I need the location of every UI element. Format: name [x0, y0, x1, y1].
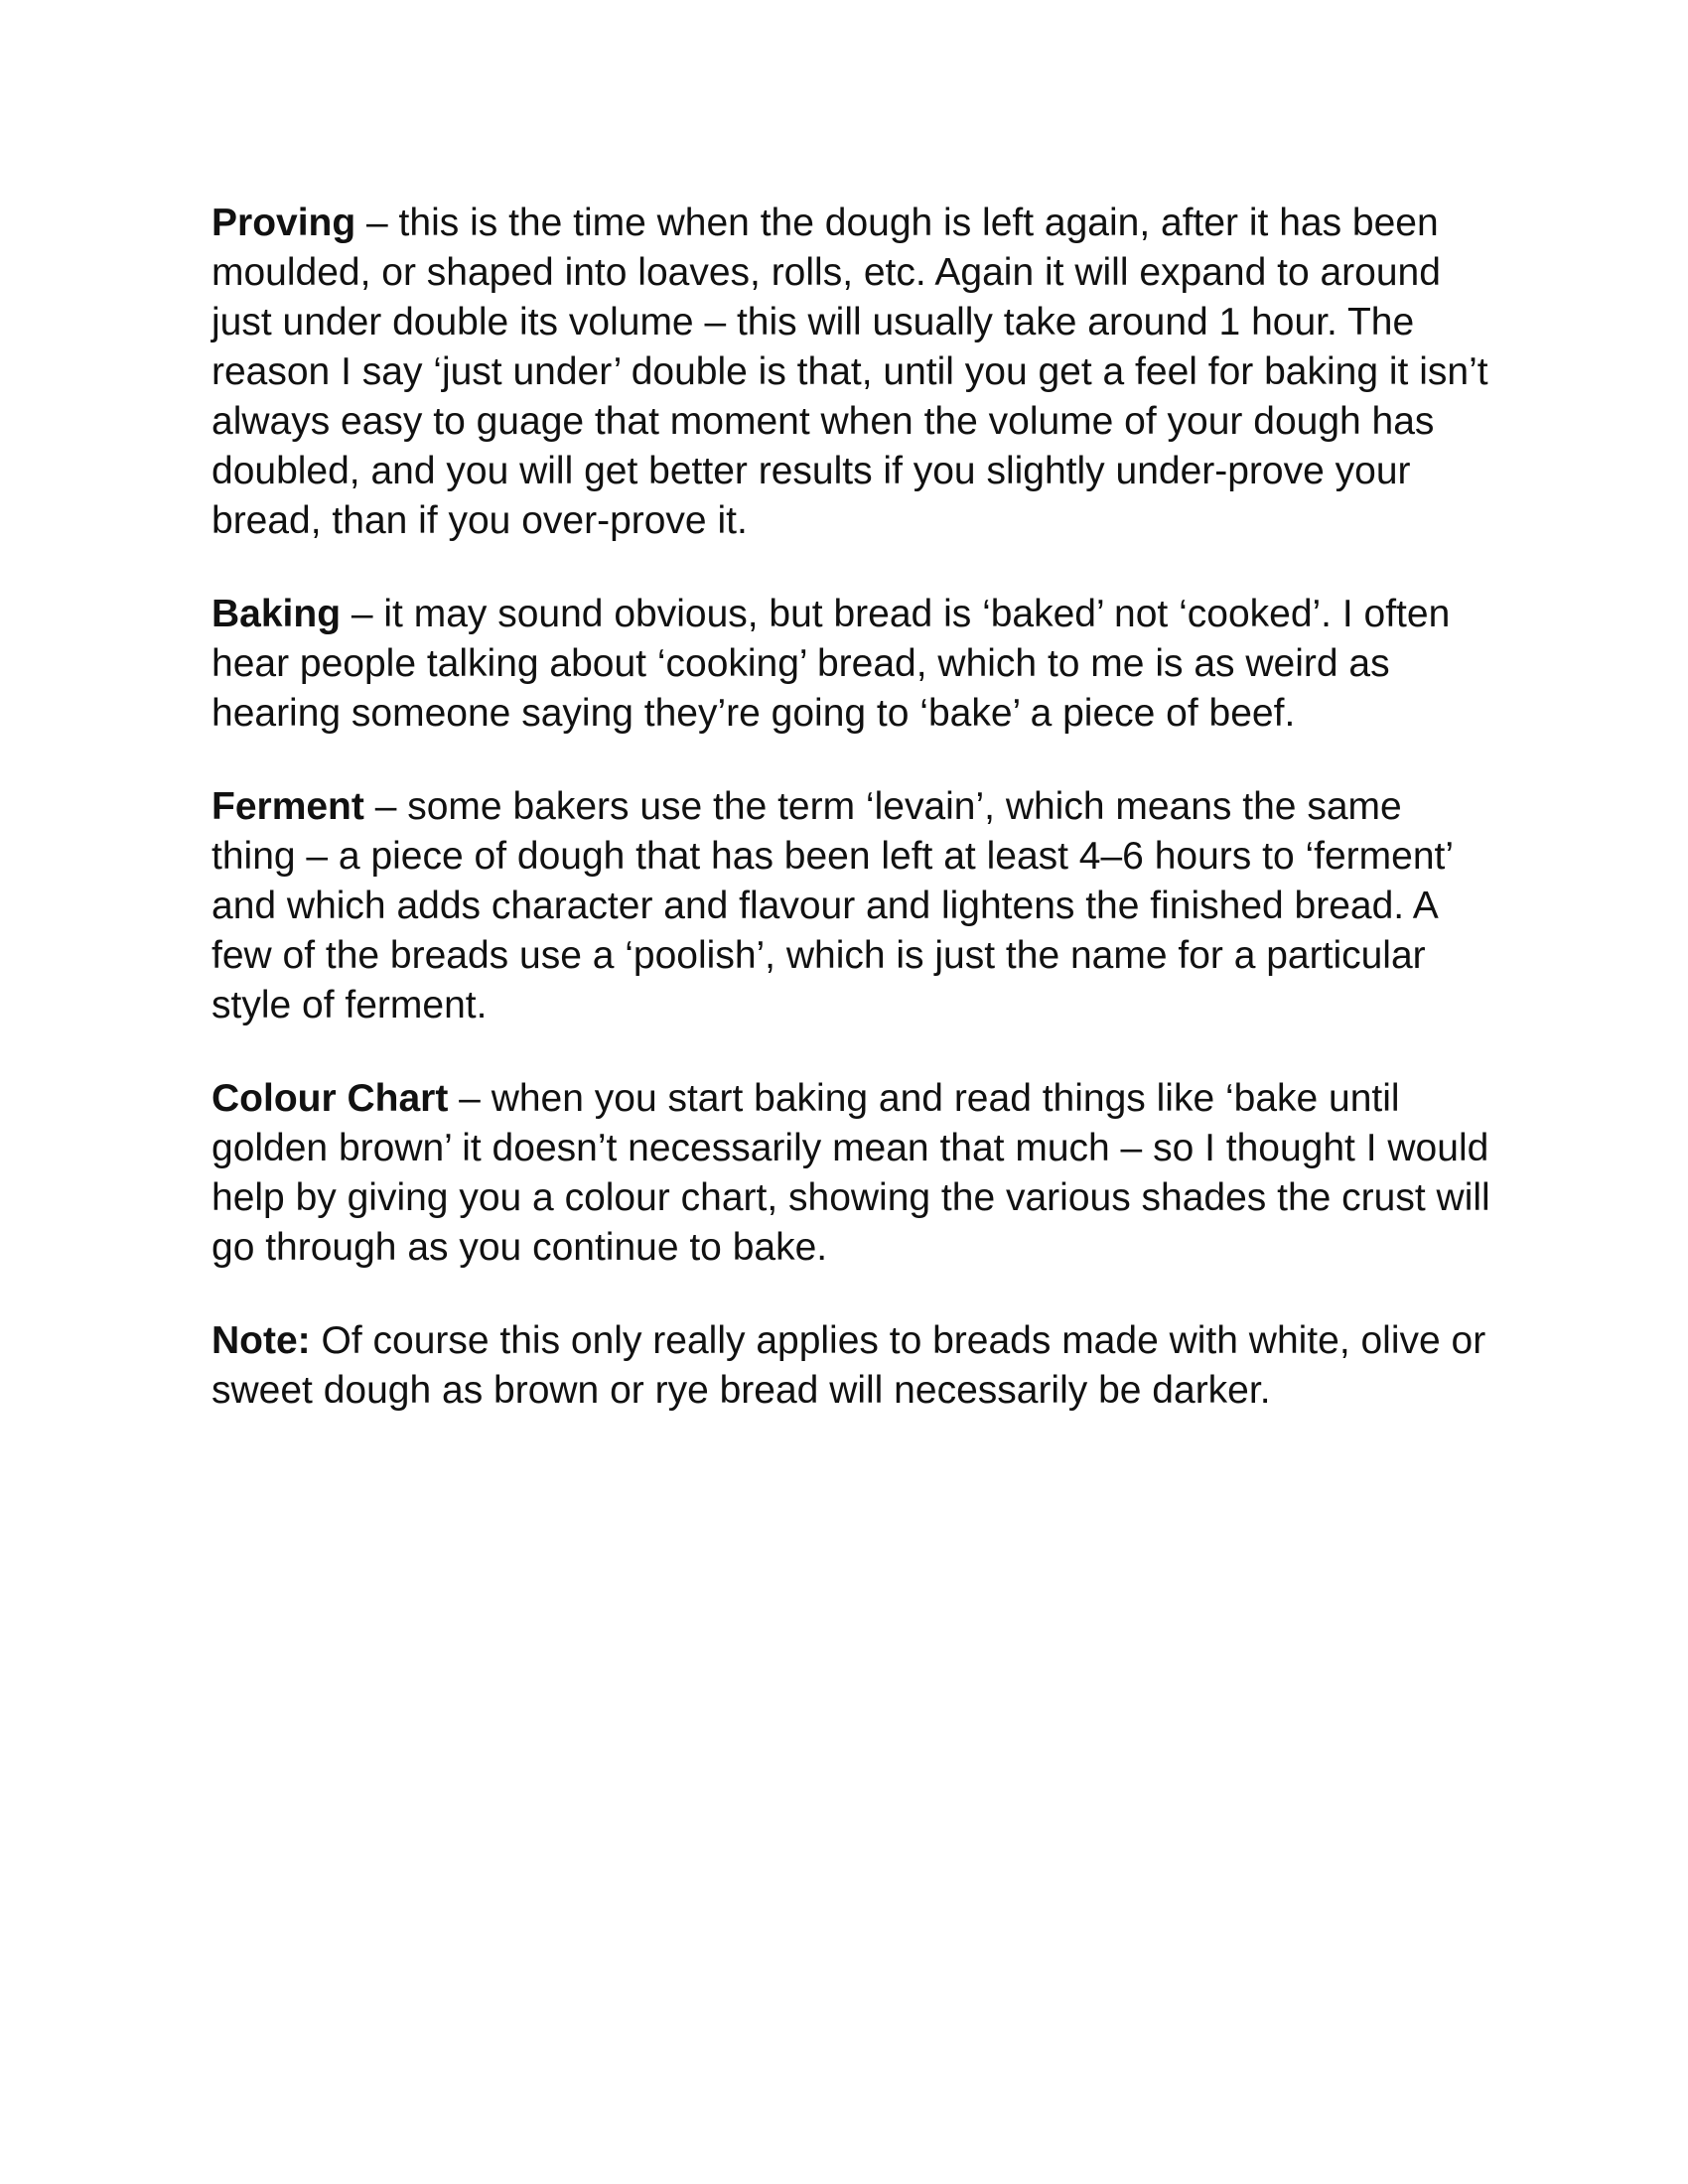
entry-note: [211, 1316, 1492, 1416]
term-proving: Proving: [211, 202, 356, 244]
term-ferment: Ferment: [211, 785, 364, 828]
term-note: Note:: [211, 1319, 311, 1362]
entry-ferment: [211, 782, 1492, 1030]
definition-ferment: – some bakers use the term ‘levain’, which means the same thing – a piece of dough that has been left at least 4–6 hours to ‘ferment’ and which adds character and flavour and lightens the finished bread. A few of the breads use a ‘poolish’, which is just the name for a particular style of ferment.: [211, 785, 1453, 1026]
definition-baking: – it may sound obvious, but bread is ‘baked’ not ‘cooked’. I often hear people talking about ‘cooking’ bread, which to me is as weird as hearing someone saying they’re going to ‘bake’ a piece of beef.: [211, 593, 1451, 735]
term-baking: Baking: [211, 593, 342, 635]
entry-baking: [211, 590, 1492, 739]
entry-colour-chart: [211, 1074, 1492, 1273]
definition-proving: – this is the time when the dough is left again, after it has been moulded, or shaped into loaves, rolls, etc. Again it will expand to around just under double its volume – this will usually take around 1 hour. The reason I say ‘just under’ double is that, until you get a feel for baking it isn’t always easy to guage that moment when the volume of your dough has doubled, and you will get better results if you slightly under-prove your bread, than if you over-prove it.: [211, 202, 1488, 542]
document-page: [211, 199, 1492, 1459]
definition-colour-chart: – when you start baking and read things like ‘bake until golden brown’ it doesn’t necessarily mean that much – so I thought I would help by giving you a colour chart, showing the various shades the crust will go through as you continue to bake.: [211, 1077, 1490, 1269]
term-colour-chart: Colour Chart: [211, 1077, 449, 1120]
definition-note: Of course this only really applies to breads made with white, olive or sweet dough as brown or rye bread will necessarily be darker.: [211, 1319, 1486, 1412]
entry-proving: [211, 199, 1492, 546]
